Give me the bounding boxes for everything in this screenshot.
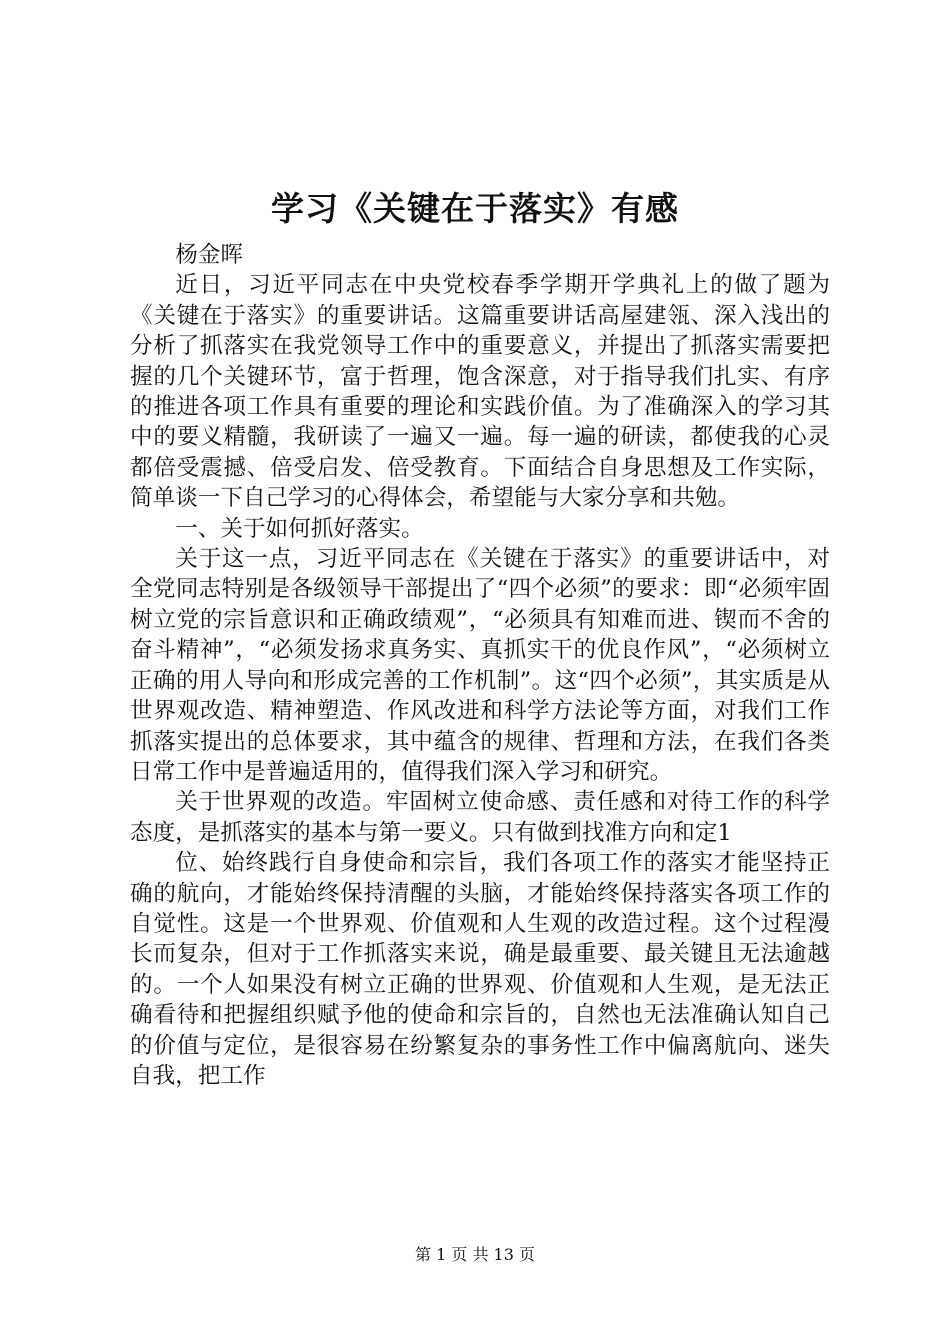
- document-body: [130, 240, 830, 1091]
- paragraph: 近日，习近平同志在中央党校春季学期开学典礼上的做了题为《关键在于落实》的重要讲话。这篇重要讲话高屋建瓴、深入浅出的分析了抓落实在我党领导工作中的重要意义，并提出了抓落实需要把握的几个关键环节，富于哲理，饱含深意，对于指导我们扎实、有序的推进各项工作具有重要的理论和实践价值。为了准确深入的学习其中的要义精髓，我研读了一遍又一遍。每一遍的研读，都使我的心灵都倍受震撼、倍受启发、倍受教育。下面结合自身思想及工作实际，简单谈一下自己学习的心得体会，希望能与大家分享和共勉。: [130, 272, 830, 512]
- document-title: 学习《关键在于落实》有感: [271, 189, 679, 228]
- section-heading: 一、关于如何抓好落实。: [175, 515, 424, 542]
- paragraph: 位、始终践行自身使命和宗旨，我们各项工作的落实才能坚持正确的航向，才能始终保持清醒的头脑，才能始终保持落实各项工作的自觉性。这是一个世界观、价值观和人生观的改造过程。这个过程漫长而复杂，但对于工作抓落实来说，确是最重要、最关键且无法逾越的。一个人如果没有树立正确的世界观、价值观和人生观，是无法正确看待和把握组织赋予他的使命和宗旨的，自然也无法准确认知自己的价值与定位，是很容易在纷繁复杂的事务性工作中偏离航向、迷失自我，把工作: [130, 850, 830, 1089]
- paragraph: 关于这一点，习近平同志在《关键在于落实》的重要讲话中，对全党同志特别是各级领导干部提出了“四个必须”的要求：即“必须牢固树立党的宗旨意识和正确政绩观”，“必须具有知难而进、锲而不舍的奋斗精神”，“必须发扬求真务实、真抓实干的优良作风”，“必须树立正确的用人导向和形成完善的工作机制”。这“四个必须”，其实质是从世界观改造、精神塑造、作风改进和科学方法论等方面，对我们工作抓落实提出的总体要求，其中蕴含的规律、哲理和方法，在我们各类日常工作中是普遍适用的，值得我们深入学习和研究。: [130, 546, 830, 785]
- author-name: 杨金晖: [175, 242, 243, 268]
- paragraph: 关于世界观的改造。牢固树立使命感、责任感和对待工作的科学态度，是抓落实的基本与第一要义。只有做到找准方向和定1: [130, 789, 830, 846]
- page-footer: 第 1 页 共 13 页: [415, 1245, 535, 1264]
